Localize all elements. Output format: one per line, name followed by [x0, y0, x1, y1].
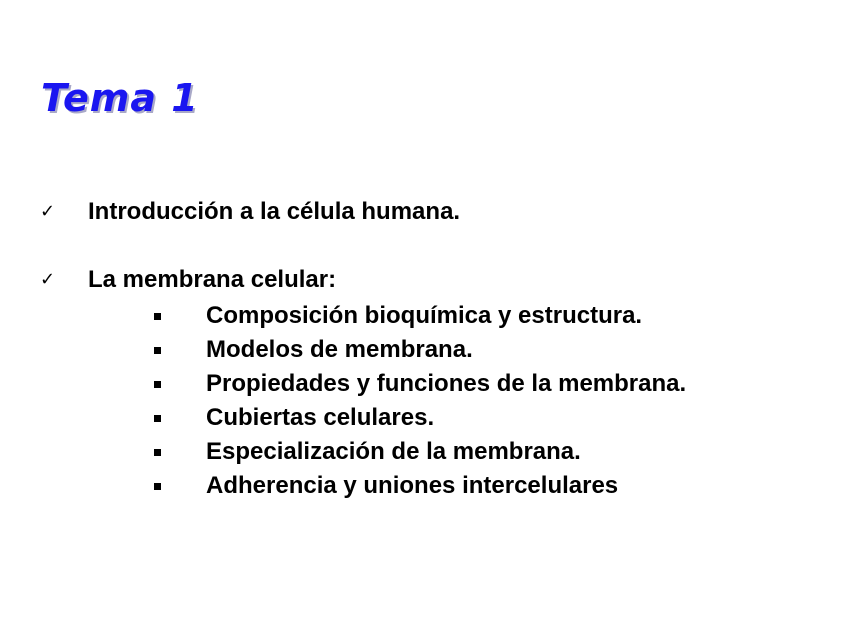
sublist-item — [154, 299, 686, 333]
sublist-item-text: Propiedades y funciones de la membrana. — [206, 370, 687, 397]
sublist-item-text: Cubiertas celulares. — [206, 404, 435, 431]
list-item-membrane — [40, 264, 336, 296]
list-item-text: Introducción a la célula humana. — [88, 198, 461, 225]
square-bullet-icon — [154, 449, 161, 456]
sublist-item — [154, 469, 686, 503]
slide-title: Tema 1 — [41, 76, 199, 120]
sublist-item — [154, 333, 686, 367]
sublist-item-text: Modelos de membrana. — [206, 336, 473, 363]
list-item-introduction — [40, 196, 460, 228]
square-bullet-icon — [154, 381, 161, 388]
sublist-item-text: Composición bioquímica y estructura. — [206, 302, 643, 329]
sublist-item-text: Especialización de la membrana. — [206, 438, 581, 465]
sublist-item-text: Adherencia y uniones intercelulares — [206, 472, 619, 499]
square-bullet-icon — [154, 313, 161, 320]
sublist-item — [154, 435, 686, 469]
membrane-sublist — [154, 299, 686, 503]
check-icon: ✓ — [40, 201, 56, 222]
square-bullet-icon — [154, 483, 161, 490]
square-bullet-icon — [154, 415, 161, 422]
check-icon: ✓ — [40, 269, 56, 290]
sublist-item — [154, 367, 686, 401]
list-item-text: La membrana celular: — [88, 266, 337, 293]
square-bullet-icon — [154, 347, 161, 354]
sublist-item — [154, 401, 686, 435]
